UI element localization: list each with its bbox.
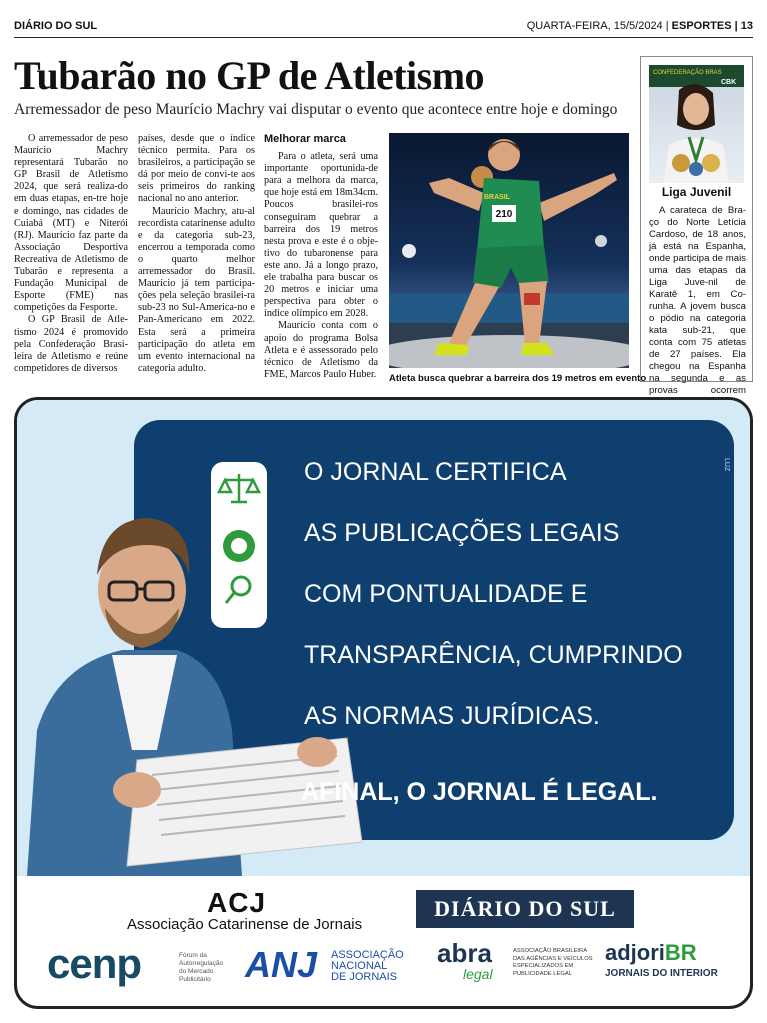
anj-logo: ANJ	[245, 944, 318, 985]
cenp-sub-line: Publicitário	[179, 976, 211, 983]
athlete-photo	[389, 133, 629, 368]
athlete-illustration	[389, 133, 629, 368]
banner-text-2: CBK	[721, 79, 737, 86]
cenp-sub-line: Fórum da	[179, 952, 207, 959]
abra-sub-line: ESPECIALIZADOS EM	[513, 963, 574, 969]
ad-line-5: AS NORMAS JURÍDICAS.	[304, 702, 600, 730]
adjori-text: adjori	[605, 940, 665, 965]
adjori-br: BR	[664, 940, 697, 965]
ad-line-4: TRANSPARÊNCIA, CUMPRINDO	[304, 641, 683, 669]
adjori-subtitle: JORNAIS DO INTERIOR	[605, 968, 718, 979]
abra-sub-line: DAS AGÊNCIAS E VEÍCULOS	[513, 955, 593, 962]
advertisement	[14, 397, 753, 1009]
paragraph: Para o atleta, será uma importante oportunida-de para a melhora da marca, que hoje está em 18m34cm. Poucos brasilei-ros conseguiram quebrar a barreira dos 19 metros nesta prova e este é o obje-tivo do tubaronense para este ano. Já a longo prazo, ele trabalha para buscar os 20 metros e iniciar uma perspectiva para obter o índice olímpico em 2028.	[264, 151, 379, 320]
acj-logo: ACJ	[207, 887, 267, 918]
bib-number: 210	[495, 209, 513, 220]
headline: Tubarão no GP de Atletismo	[14, 53, 485, 98]
paragraph: Maurício conta com o apoio do programa Bolsa Atleta e é assessorado pelo técnico de Atletismo da FME, Marcos Paulo Huber.	[264, 320, 378, 380]
sidebar-title: Liga Juvenil	[661, 185, 732, 199]
ad-line-2: AS PUBLICAÇÕES LEGAIS	[304, 519, 620, 547]
scales-icon	[219, 474, 259, 502]
sidebar-box	[640, 56, 753, 396]
seal-icon	[223, 530, 255, 562]
abra-legal: legal	[463, 966, 493, 982]
cenp-logo: cenp	[47, 940, 142, 987]
anj-sub-line: ASSOCIAÇÃO	[331, 949, 404, 961]
article-column-1	[14, 133, 128, 375]
article-column-3	[264, 133, 378, 381]
diario-logo: DIÁRIO DO SUL	[416, 890, 634, 928]
header-page: | 13	[734, 20, 753, 32]
header-section: ESPORTES	[671, 20, 732, 32]
karate-photo	[649, 65, 744, 183]
abra-sub-line: ASSOCIAÇÃO BRASILEIRA	[513, 948, 588, 954]
anj-sub-line: DE JORNAIS	[331, 971, 398, 983]
abra-subtitle	[513, 948, 593, 978]
adjori-logo	[605, 940, 697, 966]
subhead: Arremessador de peso Maurício Machry vai disputar o evento que acontece entre hoje e domingo	[14, 101, 618, 118]
paragraph: A carateca de Bra-ço do Norte Letícia Cardoso, de 18 anos, já está na Espanha, onde participa de mais uma das etapas da Liga Juve-nil de Karatê 1, em Co-runha. A jovem busca o pódio na categoria kata sub-21, que conta com 75 atletas de 27 países. Ela chegou na Espanha na segunda e as provas ocorrem	[649, 205, 746, 396]
header-date: QUARTA-FEIRA, 15/5/2024 |	[526, 20, 669, 32]
paragraph: O GP Brasil de Atle-tismo 2024 é promovido pela Confederação Brasi-leira de Atletismo e reúne competidores de diversos	[14, 314, 128, 374]
ad-cta: AFINAL, O JORNAL É LEGAL.	[301, 778, 658, 806]
page-header	[14, 18, 753, 38]
ad-line-3: COM PONTUALIDADE E	[304, 580, 588, 608]
anj-sub-line: NACIONAL	[331, 960, 388, 972]
section-heading: Melhorar marca	[264, 133, 346, 145]
abra-sub-line: PUBLICIDADE LEGAL	[513, 970, 572, 977]
karate-illustration	[649, 65, 744, 183]
ad-credit: LUZ	[723, 458, 730, 472]
sidebar-text	[649, 205, 746, 409]
cenp-sub-line: Autorregulação	[179, 960, 224, 967]
abra-logo: abra	[437, 938, 492, 968]
ad-icons	[211, 462, 267, 628]
photo-caption: Atleta busca quebrar a barreira dos 19 metros em evento	[389, 373, 647, 384]
banner-text: CONFEDERAÇÃO BRAS	[653, 70, 722, 76]
paragraph: O arremessador de peso Maurício Machry representará Tubarão no GP Brasil de Atletismo 2024, que será realiza-do em duas etapas, en-tre hoje e domingo, nas cidades de Cuiabá (MT) e Niterói (RJ). Maurício faz parte da Associação Desportiva Recreativa de Atletismo de Tubarão e representa a Fundação Municipal de Esporte (FME) nas competições da Fesporte.	[14, 133, 128, 314]
paragraph: países, desde que o índice técnico permita. Para os brasileiros, a participação se dá por meio de convi-te aos seis primeiros do ranking nacional no ano anterior.	[138, 133, 255, 205]
paragraph: Maurício Machry, atu-al recordista catarinense adulto e da categoria sub-23, encerrou a temporada como o quarto melhor arremessador do Brasil. Maurício já tem participa-ções pela seleção brasilei-ra sub-23 no Sul-America-no e Pan-Americano em 2022. Esta será a primeira participação do atleta em um evento internacional na categoria adulto.	[138, 205, 255, 374]
acj-name: Associação Catarinense de Jornais	[127, 916, 363, 933]
ad-icon-box	[211, 462, 267, 628]
article-column-2	[138, 133, 255, 375]
ad-line-1: O JORNAL CERTIFICA	[304, 458, 567, 486]
jersey-text: BRASIL	[483, 194, 511, 201]
cenp-sub-line: do Mercado	[179, 968, 214, 975]
cenp-subtitle	[179, 952, 223, 984]
anj-subtitle	[331, 950, 404, 983]
magnifier-icon	[226, 577, 250, 603]
paper-name: DIÁRIO DO SUL	[14, 20, 98, 32]
date-section-page	[527, 20, 753, 32]
